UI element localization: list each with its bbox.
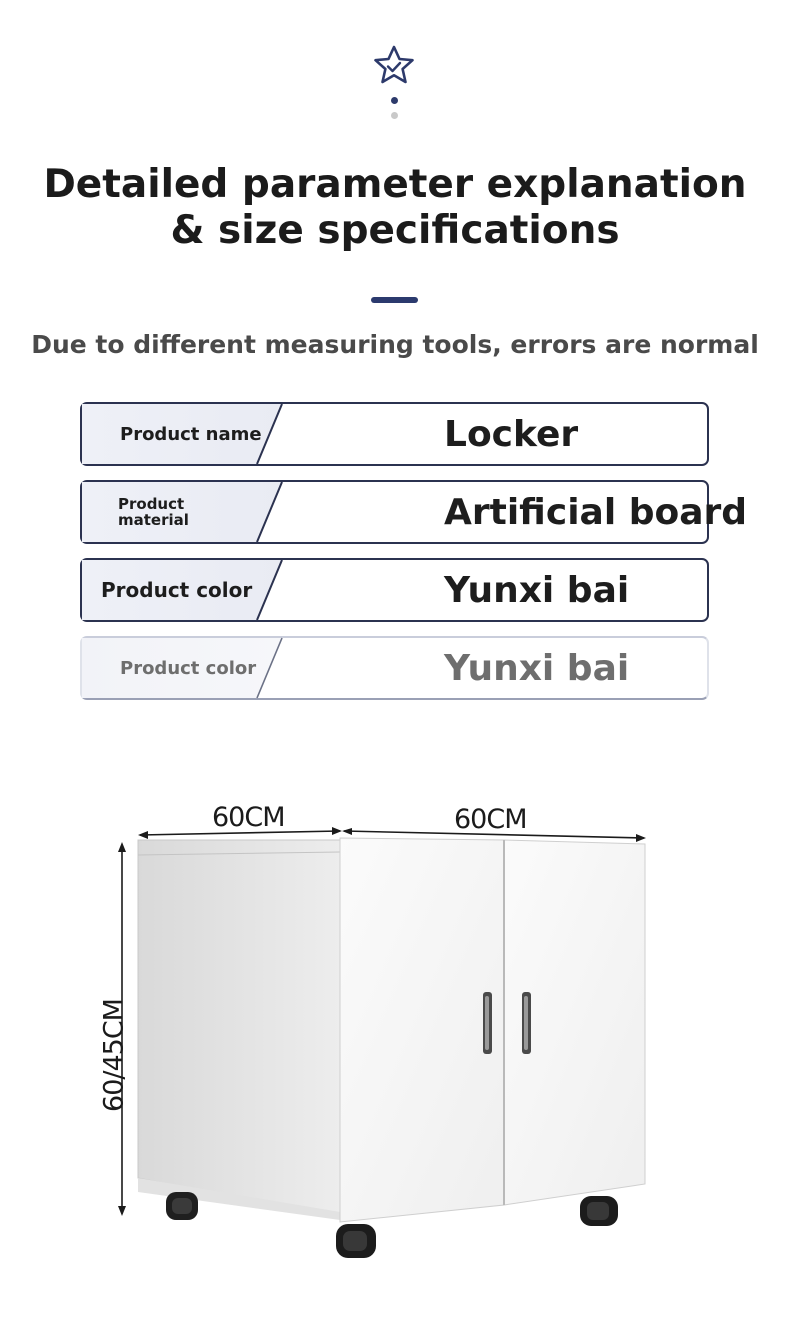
spec-value: Yunxi bai	[444, 569, 630, 611]
star-check-icon	[372, 44, 416, 86]
caster-wheel	[336, 1224, 376, 1258]
dimension-height: 60/45CM	[98, 999, 130, 1112]
spec-label: Product name	[120, 423, 262, 445]
title-line-1: Detailed parameter explanation	[43, 162, 747, 207]
page-title	[0, 162, 790, 254]
dimension-width-left: 60CM	[212, 802, 285, 833]
caster-wheel	[166, 1192, 198, 1220]
locker-illustration	[88, 800, 668, 1270]
spec-row-color-faded	[80, 636, 709, 700]
spec-value: Yunxi bai	[444, 647, 630, 689]
indicator-dot-active	[391, 97, 398, 104]
title-underline	[371, 297, 418, 303]
spec-value: Locker	[444, 413, 579, 455]
spec-row-name	[80, 402, 709, 466]
divider-slash	[250, 560, 290, 620]
page-subtitle: Due to different measuring tools, errors are normal	[31, 330, 759, 359]
spec-value: Artificial board	[444, 491, 748, 533]
spec-label-line-2: material	[118, 511, 189, 529]
title-line-2: & size specifications	[170, 208, 620, 253]
spec-label	[118, 482, 189, 542]
spec-label: Product color	[101, 578, 253, 602]
caster-wheel	[580, 1196, 618, 1226]
spec-row-material	[80, 480, 748, 544]
divider-slash	[250, 482, 290, 542]
indicator-dot	[391, 112, 398, 119]
spec-row-color	[80, 558, 709, 622]
dimension-width-right: 60CM	[454, 804, 527, 835]
spec-label: Product color	[120, 657, 257, 679]
spec-label-line-1: Product	[118, 495, 185, 513]
